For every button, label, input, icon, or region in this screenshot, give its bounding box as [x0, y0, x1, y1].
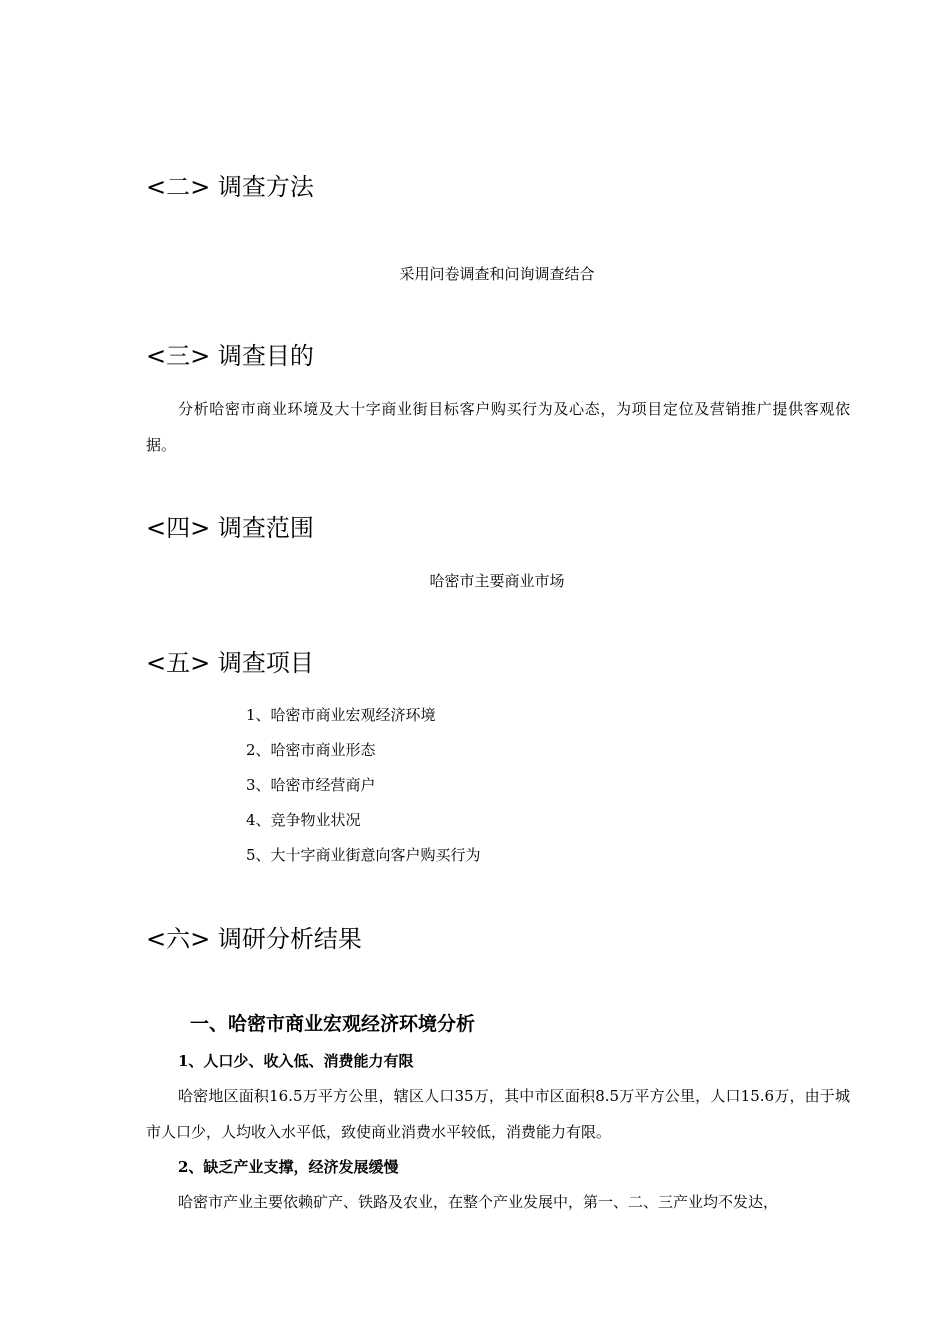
point-title: 2、缺乏产业支撑，经济发展缓慢: [178, 1158, 399, 1176]
purpose-paragraph: 分析哈密市商业环境及大十字商业街目标客户购买行为及心态，为项目定位及营销推广提供客观依据。: [146, 400, 850, 454]
section-heading-results: <六> 调研分析结果: [146, 925, 362, 953]
scope-text: 哈密市主要商业市场: [429, 572, 565, 590]
results-subheading: 一、哈密市商业宏观经济环境分析: [190, 1013, 476, 1035]
section-heading-purpose: <三> 调查目的: [146, 342, 314, 370]
survey-item: 5、大十字商业街意向客户购买行为: [246, 846, 481, 864]
method-text: 采用问卷调查和问询调查结合: [399, 265, 595, 283]
section-heading-items: <五> 调查项目: [146, 649, 314, 677]
point-paragraph: 哈密地区面积16.5万平方公里，辖区人口35万，其中市区面积8.5万平方公里，人口15.6万，由于城市人口少，人均收入水平低，致使商业消费水平较低，消费能力有限。: [146, 1087, 850, 1141]
survey-item: 2、哈密市商业形态: [246, 741, 376, 759]
point-title: 1、人口少、收入低、消费能力有限: [178, 1052, 414, 1070]
section-heading-method: <二> 调查方法: [146, 173, 314, 201]
survey-item: 3、哈密市经营商户: [246, 776, 376, 794]
section-heading-scope: <四> 调查范围: [146, 514, 314, 542]
point-paragraph: 哈密市产业主要依赖矿产、铁路及农业，在整个产业发展中，第一、二、三产业均不发达，: [178, 1193, 779, 1211]
survey-item: 4、竞争物业状况: [246, 811, 361, 829]
survey-item: 1、哈密市商业宏观经济环境: [246, 706, 436, 724]
